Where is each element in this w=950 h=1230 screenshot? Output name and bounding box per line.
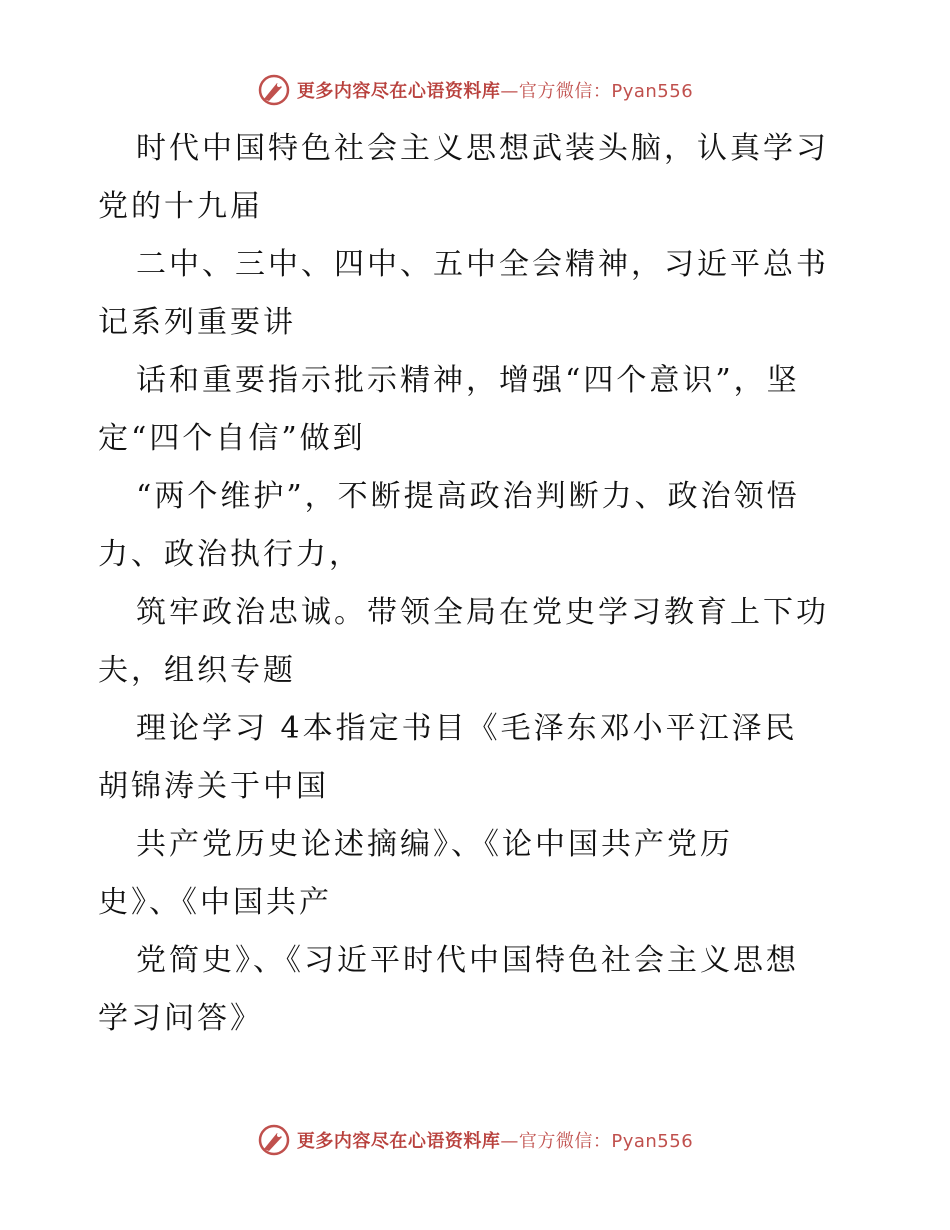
paragraph-line: 夫，组织专题 bbox=[98, 653, 296, 688]
banner-text bbox=[297, 77, 693, 103]
banner-dash: — bbox=[500, 81, 519, 102]
paragraph-line: 时代中国特色社会主义思想武装头脑，认真学习 bbox=[136, 131, 829, 166]
paragraph bbox=[98, 932, 858, 1048]
paragraph-line: 学习问答》 bbox=[98, 1001, 263, 1036]
paragraph-line: 党的十九届 bbox=[98, 189, 263, 224]
paragraph-line: 筑牢政治忠诚。带领全局在党史学习教育上下功 bbox=[136, 595, 829, 630]
paragraph-line: 胡锦涛关于中国 bbox=[98, 769, 329, 804]
paragraph-line: 党简史》、《习近平时代中国特色社会主义思想 bbox=[136, 943, 799, 978]
paragraph bbox=[98, 120, 858, 236]
banner-sub: 官方微信：Pyan556 bbox=[518, 1131, 694, 1152]
paragraph bbox=[98, 584, 858, 700]
paragraph-line: 理论学习 4本指定书目《毛泽东邓小平江泽民 bbox=[136, 711, 798, 746]
banner-main: 更多内容尽在心语资料库 bbox=[296, 1131, 501, 1152]
paragraph-line: 定“四个自信”做到 bbox=[98, 421, 366, 456]
banner-sub: 官方微信：Pyan556 bbox=[518, 81, 694, 102]
paragraph-line: 二中、三中、四中、五中全会精神，习近平总书 bbox=[136, 247, 829, 282]
banner-text bbox=[297, 1127, 693, 1153]
footer-banner bbox=[0, 1120, 950, 1160]
banner-main: 更多内容尽在心语资料库 bbox=[296, 81, 501, 102]
paragraph bbox=[98, 816, 858, 932]
paragraph-line: 史》、《中国共产 bbox=[98, 885, 332, 920]
paragraph-line: 力、政治执行力， bbox=[98, 537, 362, 572]
paragraph-line: “两个维护”，不断提高政治判断力、政治领悟 bbox=[136, 479, 800, 514]
paragraph bbox=[98, 468, 858, 584]
paragraph bbox=[98, 352, 858, 468]
pen-nib-logo-icon bbox=[257, 1123, 291, 1157]
paragraph-line: 话和重要指示批示精神，增强“四个意识”，坚 bbox=[136, 363, 800, 398]
document-body bbox=[98, 120, 858, 1048]
paragraph bbox=[98, 236, 858, 352]
paragraph-line: 记系列重要讲 bbox=[98, 305, 296, 340]
paragraph-line: 共产党历史论述摘编》、《论中国共产党历 bbox=[136, 827, 733, 862]
paragraph bbox=[98, 700, 858, 816]
header-banner bbox=[0, 70, 950, 110]
pen-nib-logo-icon bbox=[257, 73, 291, 107]
banner-dash: — bbox=[500, 1131, 519, 1152]
